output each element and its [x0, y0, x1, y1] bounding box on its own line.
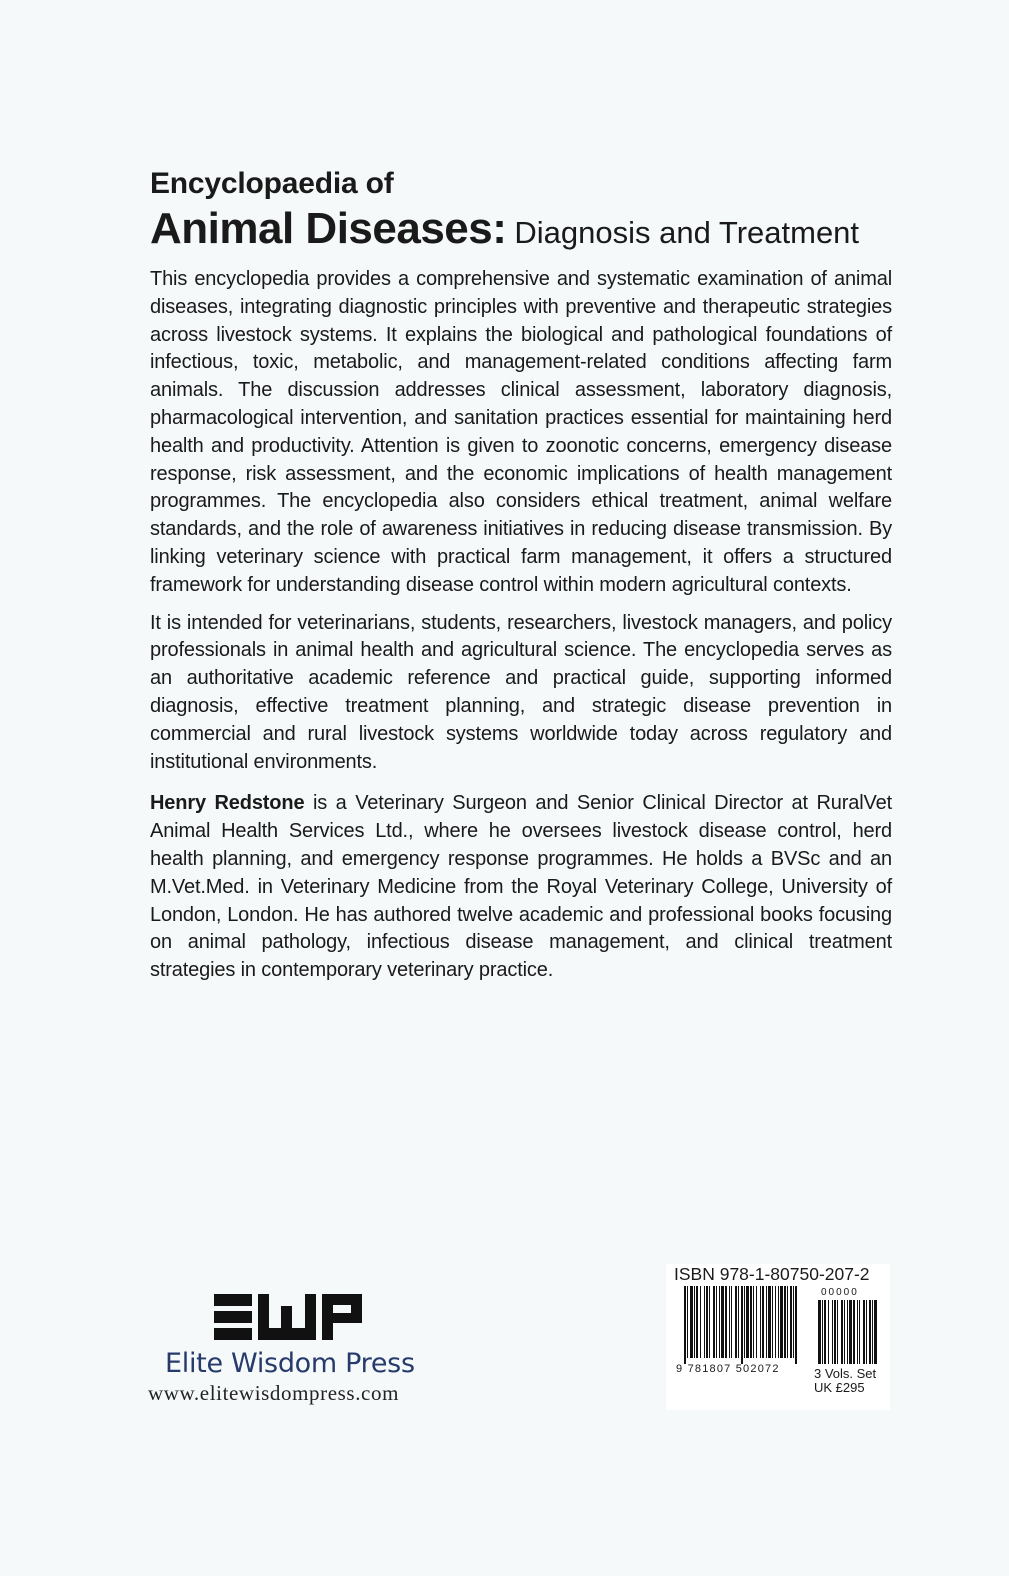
barcode-bar — [766, 1286, 767, 1358]
barcode-bar — [741, 1286, 743, 1364]
barcode-digits: 9 781807 502072 — [676, 1363, 780, 1375]
barcode-bar — [746, 1286, 749, 1358]
addon-bar — [818, 1300, 821, 1364]
publisher-url[interactable]: www.elitewisdompress.com — [148, 1381, 399, 1405]
addon-bar — [824, 1300, 826, 1364]
addon-bar — [872, 1300, 873, 1364]
barcode-bar — [780, 1286, 783, 1358]
addon-bar — [857, 1300, 858, 1364]
addon-bar — [832, 1300, 833, 1364]
addon-bar — [834, 1300, 836, 1364]
addon-bar — [859, 1300, 860, 1364]
publisher-logo — [214, 1292, 364, 1342]
publisher-block — [148, 1292, 438, 1406]
barcode-bar — [768, 1286, 771, 1358]
addon-bar — [847, 1300, 848, 1364]
barcode-bar — [706, 1286, 708, 1358]
barcode-bar — [772, 1286, 773, 1358]
barcode-bar — [762, 1286, 764, 1358]
title-prefix: Encyclopaedia of — [150, 167, 394, 200]
barcode-bar — [731, 1286, 732, 1358]
addon-bar — [869, 1300, 871, 1364]
barcode-bar — [744, 1286, 745, 1358]
author-name: Henry Redstone — [150, 792, 305, 815]
barcode-bar — [713, 1286, 715, 1358]
addon-bar — [863, 1300, 865, 1364]
book-title: Animal Diseases: — [150, 204, 507, 253]
barcode-bar — [750, 1286, 752, 1358]
set-label: 3 Vols. Set — [814, 1366, 877, 1381]
barcode-bars — [666, 1286, 890, 1366]
description-paragraph-2: It is intended for veterinarians, students, researchers, livestock managers, and policy professionals in animal health and agricultural science. The encyclopedia serves as an authoritative academic reference and practical guide, supporting informed diagnosis, effective treatment planning, and strategic disease prevention in commercial and rural livestock systems worldwide today across regulatory and institutional environments. — [150, 611, 892, 773]
author-bio-text: is a Veterinary Surgeon and Senior Clinical Director at RuralVet Animal Health Services Ltd., where he oversees livestock disease control, herd health planning, and emergency response programmes. He holds a BVSc and an M.Vet.Med. in Veterinary Medicine from the Royal Veterinary College, University of London, London. He has authored twelve academic and professional books focusing on animal pathology, infectious disease management, and clinical treatment strategies in contemporary veterinary practice. — [150, 792, 892, 982]
barcode-bar — [795, 1286, 797, 1364]
addon-digits: 00000 — [821, 1287, 859, 1298]
barcode-bar — [793, 1286, 794, 1358]
barcode-bar — [687, 1286, 688, 1358]
barcode-bar — [694, 1286, 695, 1358]
barcode-bar — [790, 1286, 792, 1358]
barcode-bar — [738, 1286, 739, 1358]
barcode-bar — [756, 1286, 757, 1358]
barcode-bar — [787, 1286, 788, 1358]
addon-bar — [874, 1300, 877, 1364]
addon-bar — [849, 1300, 852, 1364]
isbn-barcode — [666, 1264, 890, 1410]
author-bio — [150, 790, 892, 985]
title-row — [150, 204, 892, 264]
addon-bar — [841, 1300, 843, 1364]
price-label: UK £295 — [814, 1380, 865, 1395]
addon-bar — [837, 1300, 838, 1364]
barcode-bar — [709, 1286, 710, 1358]
barcode-bar — [735, 1286, 737, 1358]
barcode-bar — [696, 1286, 698, 1358]
description-paragraph-1: This encyclopedia provides a comprehensive and systematic examination of animal diseases, integrating diagnostic principles with preventive and therapeutic strategies across livestock systems. It explains the biological and pathological foundations of infectious, toxic, metabolic, and management-related conditions affecting farm animals. The discussion addresses clinical assessment, laboratory diagnosis, pharmacological intervention, and sanitation practices essential for maintaining herd health and productivity. Attention is given to zoonotic concerns, emergency disease response, risk assessment, and the economic implications of health management programmes. The encyclopedia also considers ethical treatment, animal welfare standards, and the role of awareness initiatives in reducing disease transmission. By linking veterinary science with practical farm management, it offers a structured framework for understanding disease control within modern agricultural contexts. — [150, 268, 892, 596]
back-cover-text — [150, 166, 892, 985]
addon-bar — [866, 1300, 867, 1364]
barcode-bar — [716, 1286, 717, 1358]
addon-bar — [844, 1300, 845, 1364]
isbn-label: ISBN 978-1-80750-207-2 — [674, 1264, 870, 1284]
barcode-bar — [690, 1286, 693, 1358]
barcode-bar — [725, 1286, 727, 1358]
barcode-bar — [760, 1286, 761, 1358]
barcode-bar — [721, 1286, 724, 1358]
book-subtitle: Diagnosis and Treatment — [514, 215, 860, 250]
addon-bar — [853, 1300, 855, 1364]
barcode-bar — [719, 1286, 720, 1358]
barcode-bar — [753, 1286, 754, 1358]
publisher-name: Elite Wisdom Press — [165, 1348, 415, 1379]
barcode-bar — [684, 1286, 686, 1364]
barcode-bar — [704, 1286, 705, 1358]
barcode-bar — [778, 1286, 779, 1358]
addon-bar — [828, 1300, 829, 1364]
barcode-bar — [784, 1286, 786, 1358]
barcode-bar — [729, 1286, 730, 1358]
addon-bar — [822, 1300, 823, 1364]
barcode-bar — [775, 1286, 776, 1358]
barcode-bar — [700, 1286, 701, 1358]
